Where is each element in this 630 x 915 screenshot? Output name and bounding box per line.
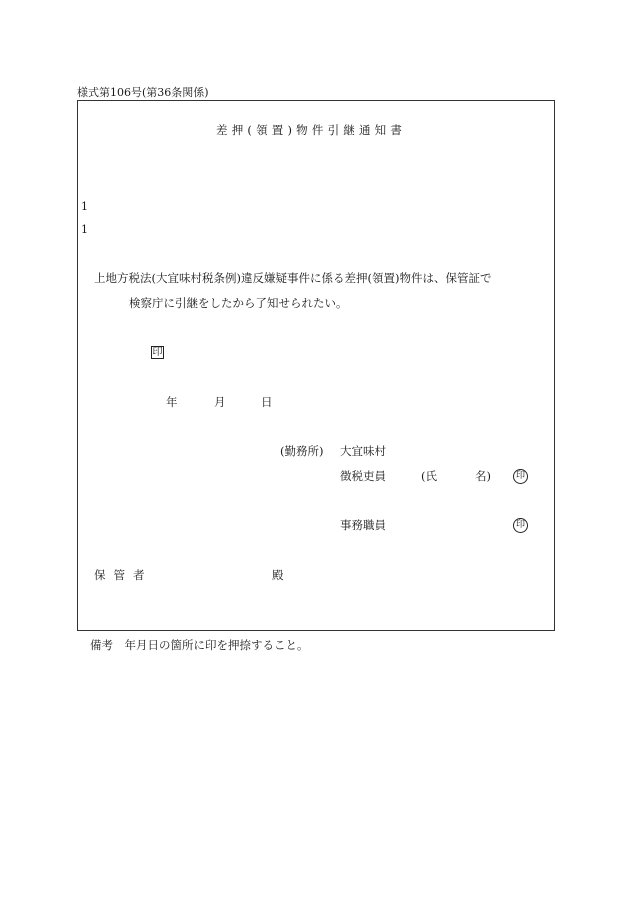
document-title: 差押(領置)物件引継通知書 [216, 123, 407, 137]
seal-mark-box [151, 346, 164, 359]
clerk-seal-mark [513, 518, 528, 533]
collector-name-open: (氏 [421, 469, 437, 483]
collector-seal-mark [513, 469, 528, 484]
seal-circle-icon: 印 [513, 469, 528, 484]
collector-label: 徴税吏員 [340, 469, 386, 483]
seal-circle-icon: 印 [513, 518, 528, 533]
collector-name-close: 名) [475, 469, 491, 483]
date-day-label: 日 [261, 395, 273, 409]
form-number-label: 様式第106号(第36条関係) [77, 86, 209, 99]
body-text-line-2: 検察庁に引継をしたから了知せられたい。 [129, 296, 348, 310]
office-name: 大宜味村 [340, 444, 386, 458]
document-frame [77, 100, 555, 631]
body-text-line-1: 上地方税法(大宜味村税条例)違反嫌疑事件に係る差押(領置)物件は、保管証で [94, 271, 492, 285]
date-year-label: 年 [166, 395, 178, 409]
clerk-label: 事務職員 [340, 518, 386, 532]
date-month-label: 月 [214, 395, 226, 409]
line-number-1: 1 [81, 200, 88, 213]
seal-stamp-icon: 印 [152, 347, 163, 358]
custodian-honorific: 殿 [272, 568, 284, 582]
custodian-label: 保管者 [94, 568, 153, 582]
office-label: (勤務所) [280, 444, 324, 458]
remarks-note: 備考 年月日の箇所に印を押捺すること。 [90, 638, 309, 652]
line-number-2: 1 [81, 223, 88, 236]
